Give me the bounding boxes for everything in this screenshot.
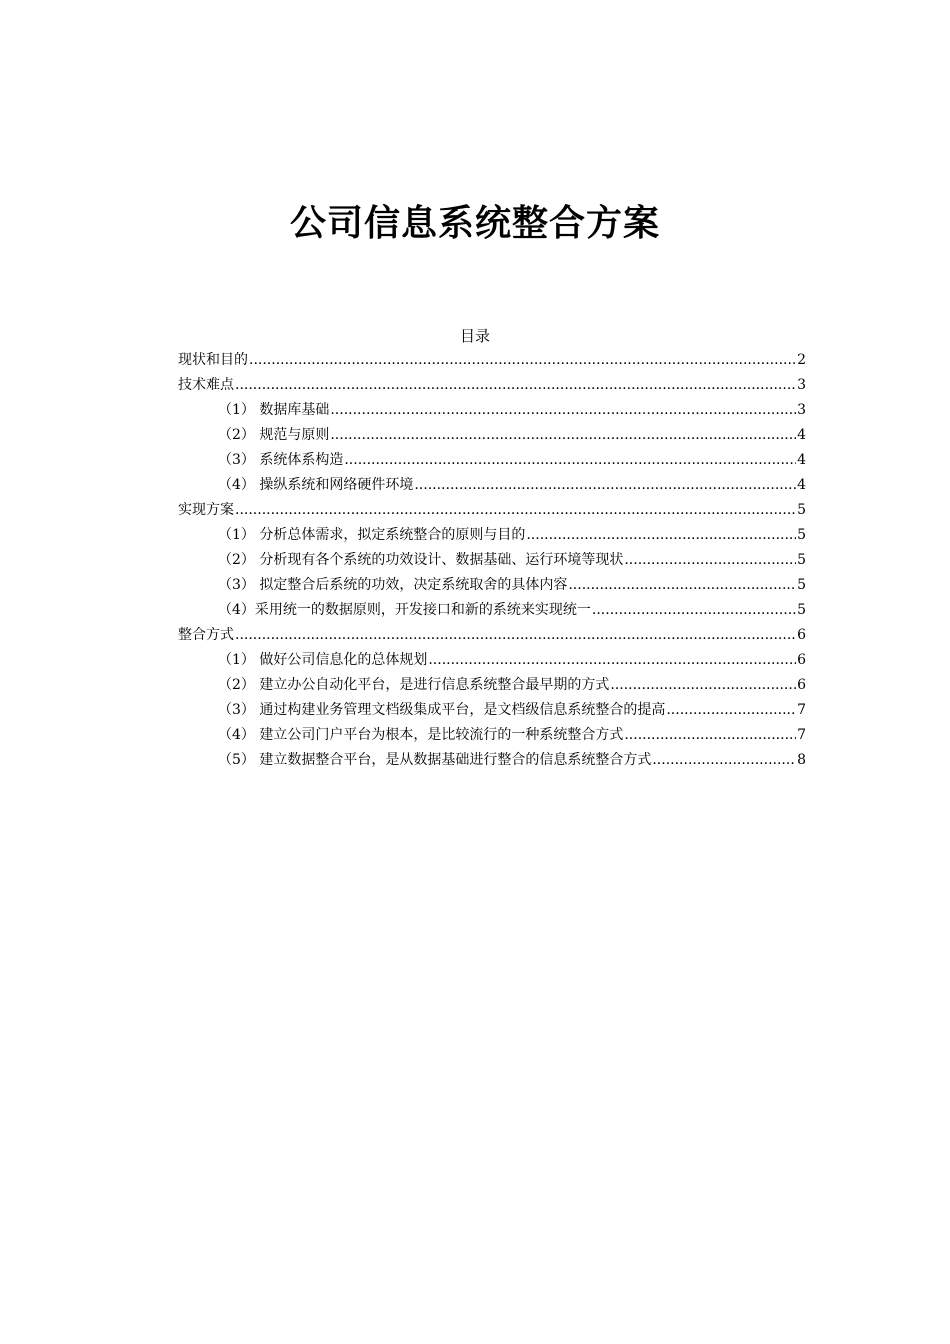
toc-dot-leader [344,448,796,473]
toc-entry[interactable] [178,348,806,373]
toc-entry-text: 整合方式 [178,627,234,643]
toc-page-number: 6 [797,652,806,668]
toc-entry[interactable] [178,523,806,548]
toc-entry-text: （4） 操纵系统和网络硬件环境 [218,477,414,493]
toc-entry-text: （3） 拟定整合后系统的功效，决定系统取舍的具体内容 [218,577,568,593]
toc-entry-text: （5） 建立数据整合平台，是从数据基础进行整合的信息系统整合方式 [218,752,652,768]
toc-dot-leader [249,348,796,373]
toc-page-number: 5 [797,527,806,543]
toc-entry[interactable] [178,423,806,448]
toc-dot-leader [666,698,796,723]
toc-entry[interactable] [178,498,806,523]
toc-dot-leader [235,623,796,648]
toc-page-number: 6 [797,677,806,693]
toc-entry[interactable] [178,748,806,773]
toc-entry[interactable] [178,473,806,498]
toc-page-number: 5 [797,577,806,593]
toc-page-number: 4 [797,452,806,468]
toc-dot-leader [330,398,796,423]
toc-dot-leader [624,723,796,748]
toc-dot-leader [235,373,796,398]
toc-dot-leader [592,598,796,623]
toc-page-number: 5 [797,552,806,568]
toc-entry[interactable] [178,573,806,598]
toc-entry-text: （3） 通过构建业务管理文档级集成平台，是文档级信息系统整合的提高 [218,702,666,718]
toc-page-number: 7 [797,727,806,743]
toc-entry-text: 技术难点 [178,377,234,393]
toc-entry-text: （4）采用统一的数据原则，开发接口和新的系统来实现统一 [218,602,591,618]
toc-heading: 目录 [459,327,490,345]
toc-entry-text: （1） 分析总体需求，拟定系统整合的原则与目的 [218,527,526,543]
toc-dot-leader [428,648,796,673]
toc-page-number: 5 [797,502,806,518]
toc-entry-text: （2） 建立办公自动化平台，是进行信息系统整合最早期的方式 [218,677,610,693]
toc-page-number: 3 [797,377,806,393]
toc-entry[interactable] [178,448,806,473]
toc-page-number: 3 [797,402,806,418]
toc-page-number: 7 [797,702,806,718]
table-of-contents [178,348,806,773]
toc-entry[interactable] [178,598,806,623]
toc-entry-text: （1） 做好公司信息化的总体规划 [218,652,428,668]
toc-page-number: 5 [797,602,806,618]
toc-entry[interactable] [178,723,806,748]
toc-entry-text: （4） 建立公司门户平台为根本，是比较流行的一种系统整合方式 [218,727,624,743]
toc-entry-text: 现状和目的 [178,352,248,368]
toc-entry-text: （1） 数据库基础 [218,402,330,418]
toc-page-number: 4 [797,427,806,443]
toc-dot-leader [526,523,796,548]
toc-page-number: 4 [797,477,806,493]
toc-page-number: 6 [797,627,806,643]
toc-dot-leader [235,498,796,523]
toc-entry[interactable] [178,673,806,698]
toc-entry-text: （2） 分析现有各个系统的功效设计、数据基础、运行环境等现状 [218,552,624,568]
toc-entry-text: （3） 系统体系构造 [218,452,344,468]
toc-entry[interactable] [178,648,806,673]
toc-entry[interactable] [178,398,806,423]
toc-entry[interactable] [178,698,806,723]
toc-page-number: 8 [797,752,806,768]
toc-dot-leader [610,673,796,698]
toc-page-number: 2 [797,352,806,368]
toc-dot-leader [624,548,796,573]
toc-entry-text: 实现方案 [178,502,234,518]
toc-entry[interactable] [178,623,806,648]
toc-dot-leader [652,748,796,773]
toc-entry-text: （2） 规范与原则 [218,427,330,443]
page-title: 公司信息系统整合方案 [289,203,660,245]
toc-dot-leader [330,423,796,448]
toc-dot-leader [414,473,796,498]
toc-entry[interactable] [178,373,806,398]
toc-entry[interactable] [178,548,806,573]
toc-dot-leader [568,573,796,598]
